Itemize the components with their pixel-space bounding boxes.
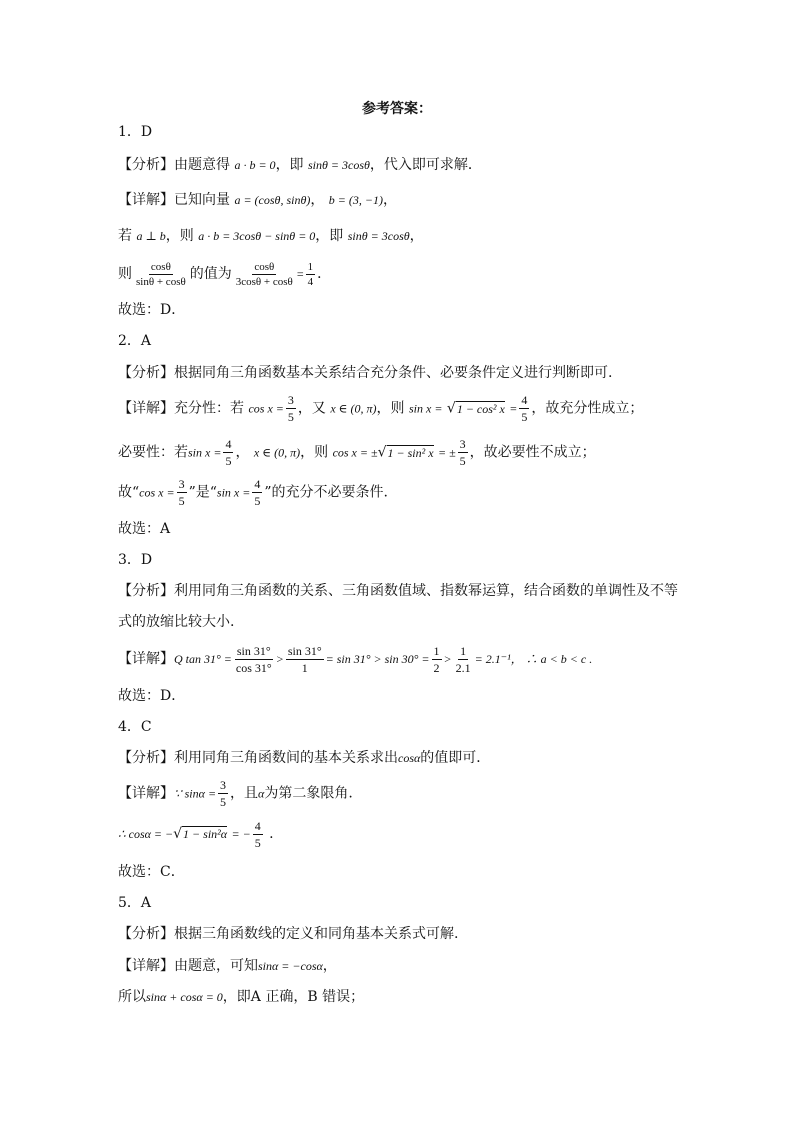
analysis-label: 【分析】 [118, 750, 174, 766]
fraction: $\frac{\cos\theta}{3\cos\theta + \cos\theta}$ [235, 260, 293, 288]
q1-number: 1．D [118, 124, 153, 140]
page-title: 参考答案： [362, 101, 432, 117]
analysis-label: 【分析】 [118, 926, 174, 942]
fraction: $\frac{\cos\theta}{\sin\theta + \cos\theta}$ [136, 260, 186, 288]
q5-detail-line2: 所以sinα + cosα = 0，即A 正确，B 错误； [118, 989, 365, 1005]
q5-analysis: 【分析】根据三角函数线的定义和同角基本关系式可解. [118, 926, 459, 942]
detail-label: 【详解】 [118, 651, 174, 667]
math-expr: sinθ = 3cosθ [347, 229, 410, 243]
q2-detail: 【详解】充分性：若 cos x = $\frac{3}{5}$ ，又 x ∈ (0, π)，则 sin x = √1 − cos² x = $\frac{4}{5}$ ，故充分性成立； [118, 393, 644, 424]
q2-choice: 故选：A [118, 521, 171, 537]
math-expr: sinθ = 3cosθ [308, 158, 370, 172]
q4-choice: 故选：C． [118, 864, 185, 880]
fraction: $\frac{1}{4}$ [307, 260, 314, 288]
fraction: $\frac{\sin 31^\circ}{1}$ [287, 643, 322, 675]
q1-detail: 【详解】已知向量 a = (cosθ, sinθ)， b = (3, −1)， [118, 192, 397, 208]
fraction: $\frac{3}{5}$ [459, 437, 466, 468]
q1-choice: 故选：D． [118, 302, 186, 318]
analysis-label: 【分析】 [118, 583, 174, 599]
q4-number: 4．C [118, 719, 152, 735]
analysis-label: 【分析】 [118, 157, 174, 173]
detail-label: 【详解】 [118, 958, 174, 974]
q3-number: 3．D [118, 552, 153, 568]
q3-choice: 故选：D． [118, 688, 186, 704]
q1-detail-line3: 则 $\frac{\cos\theta}{\sin\theta + \cos\theta}$ 的值为 $\frac{\cos\theta}{3\cos\theta + \cos\theta}$ = $\frac{1}{4}$ ． [118, 260, 332, 288]
q5-number: 5．A [118, 895, 152, 911]
q1-detail-line2: 若 a ⊥ b，则 a · b = 3cosθ − sinθ = 0，即 sinθ = 3cosθ， [118, 228, 424, 244]
fraction: $\frac{1}{2}$ [433, 643, 440, 675]
analysis-label: 【分析】 [118, 365, 174, 381]
q3-analysis-line2: 式的放缩比较大小. [118, 614, 235, 630]
math-expr: b = (3, −1) [328, 193, 383, 207]
fraction: $\frac{3}{5}$ [220, 778, 227, 809]
q1-analysis: 【分析】由题意得 a · b = 0，即 sinθ = 3cosθ，代入即可求解． [118, 157, 482, 173]
math-expr: a · b = 0 [234, 158, 276, 172]
detail-label: 【详解】 [118, 400, 174, 417]
q2-number: 2．A [118, 333, 152, 349]
q5-detail: 【详解】由题意，可知sinα = −cosα， [118, 958, 337, 974]
math-expr: a · b = 3cosθ − sinθ = 0 [198, 229, 316, 243]
math-expr: a = (cosθ, sinθ) [234, 193, 311, 207]
q3-detail: 【详解】Q tan 31° = $\frac{\sin 31^\circ}{\cos 31^\circ}$ > $\frac{\sin 31^\circ}{1}$ = sin 31° > sin 30° = $\frac{1}{2}$ > $\frac{1}{2.1}$ = 2.1⁻¹， ∴ a < b < c . [118, 643, 593, 675]
q2-analysis: 【分析】根据同角三角函数基本关系结合充分条件、必要条件定义进行判断即可. [118, 365, 613, 381]
fraction: $\frac{3}{5}$ [287, 393, 294, 424]
fraction: $\frac{1}{2.1}$ [455, 643, 471, 675]
q3-analysis: 【分析】利用同角三角函数的关系、三角函数值域、指数幂运算，结合函数的单调性及不等 [118, 583, 678, 599]
detail-label: 【详解】 [118, 192, 174, 208]
q4-detail: 【详解】∵ sinα = $\frac{3}{5}$ ，且α为第二象限角. [118, 778, 353, 809]
math-expr: a ⊥ b [136, 229, 166, 243]
detail-label: 【详解】 [118, 785, 174, 802]
fraction: $\frac{4}{5}$ [521, 393, 528, 424]
q4-detail-line2: ∴ cosα = −√1 − sin²α = − $\frac{4}{5}$ . [118, 818, 274, 850]
q4-analysis: 【分析】利用同角三角函数间的基本关系求出cosα的值即可． [118, 750, 491, 766]
fraction: $\frac{4}{5}$ [225, 437, 232, 468]
fraction: $\frac{4}{5}$ [254, 477, 261, 508]
fraction: $\frac{\sin 31^\circ}{\cos 31^\circ}$ [235, 643, 272, 675]
q2-conclusion: 故“cos x = $\frac{3}{5}$ ”是“sin x = $\frac{4}{5}$ ”的充分不必要条件. [118, 477, 388, 508]
fraction: $\frac{4}{5}$ [254, 818, 261, 850]
fraction: $\frac{3}{5}$ [178, 477, 185, 508]
q2-necessity: 必要性：若sin x = $\frac{4}{5}$ ， x ∈ (0, π)，则 cos x = ±√1 − sin² x = ± $\frac{3}{5}$ ，故必要性不成立； [118, 437, 596, 468]
